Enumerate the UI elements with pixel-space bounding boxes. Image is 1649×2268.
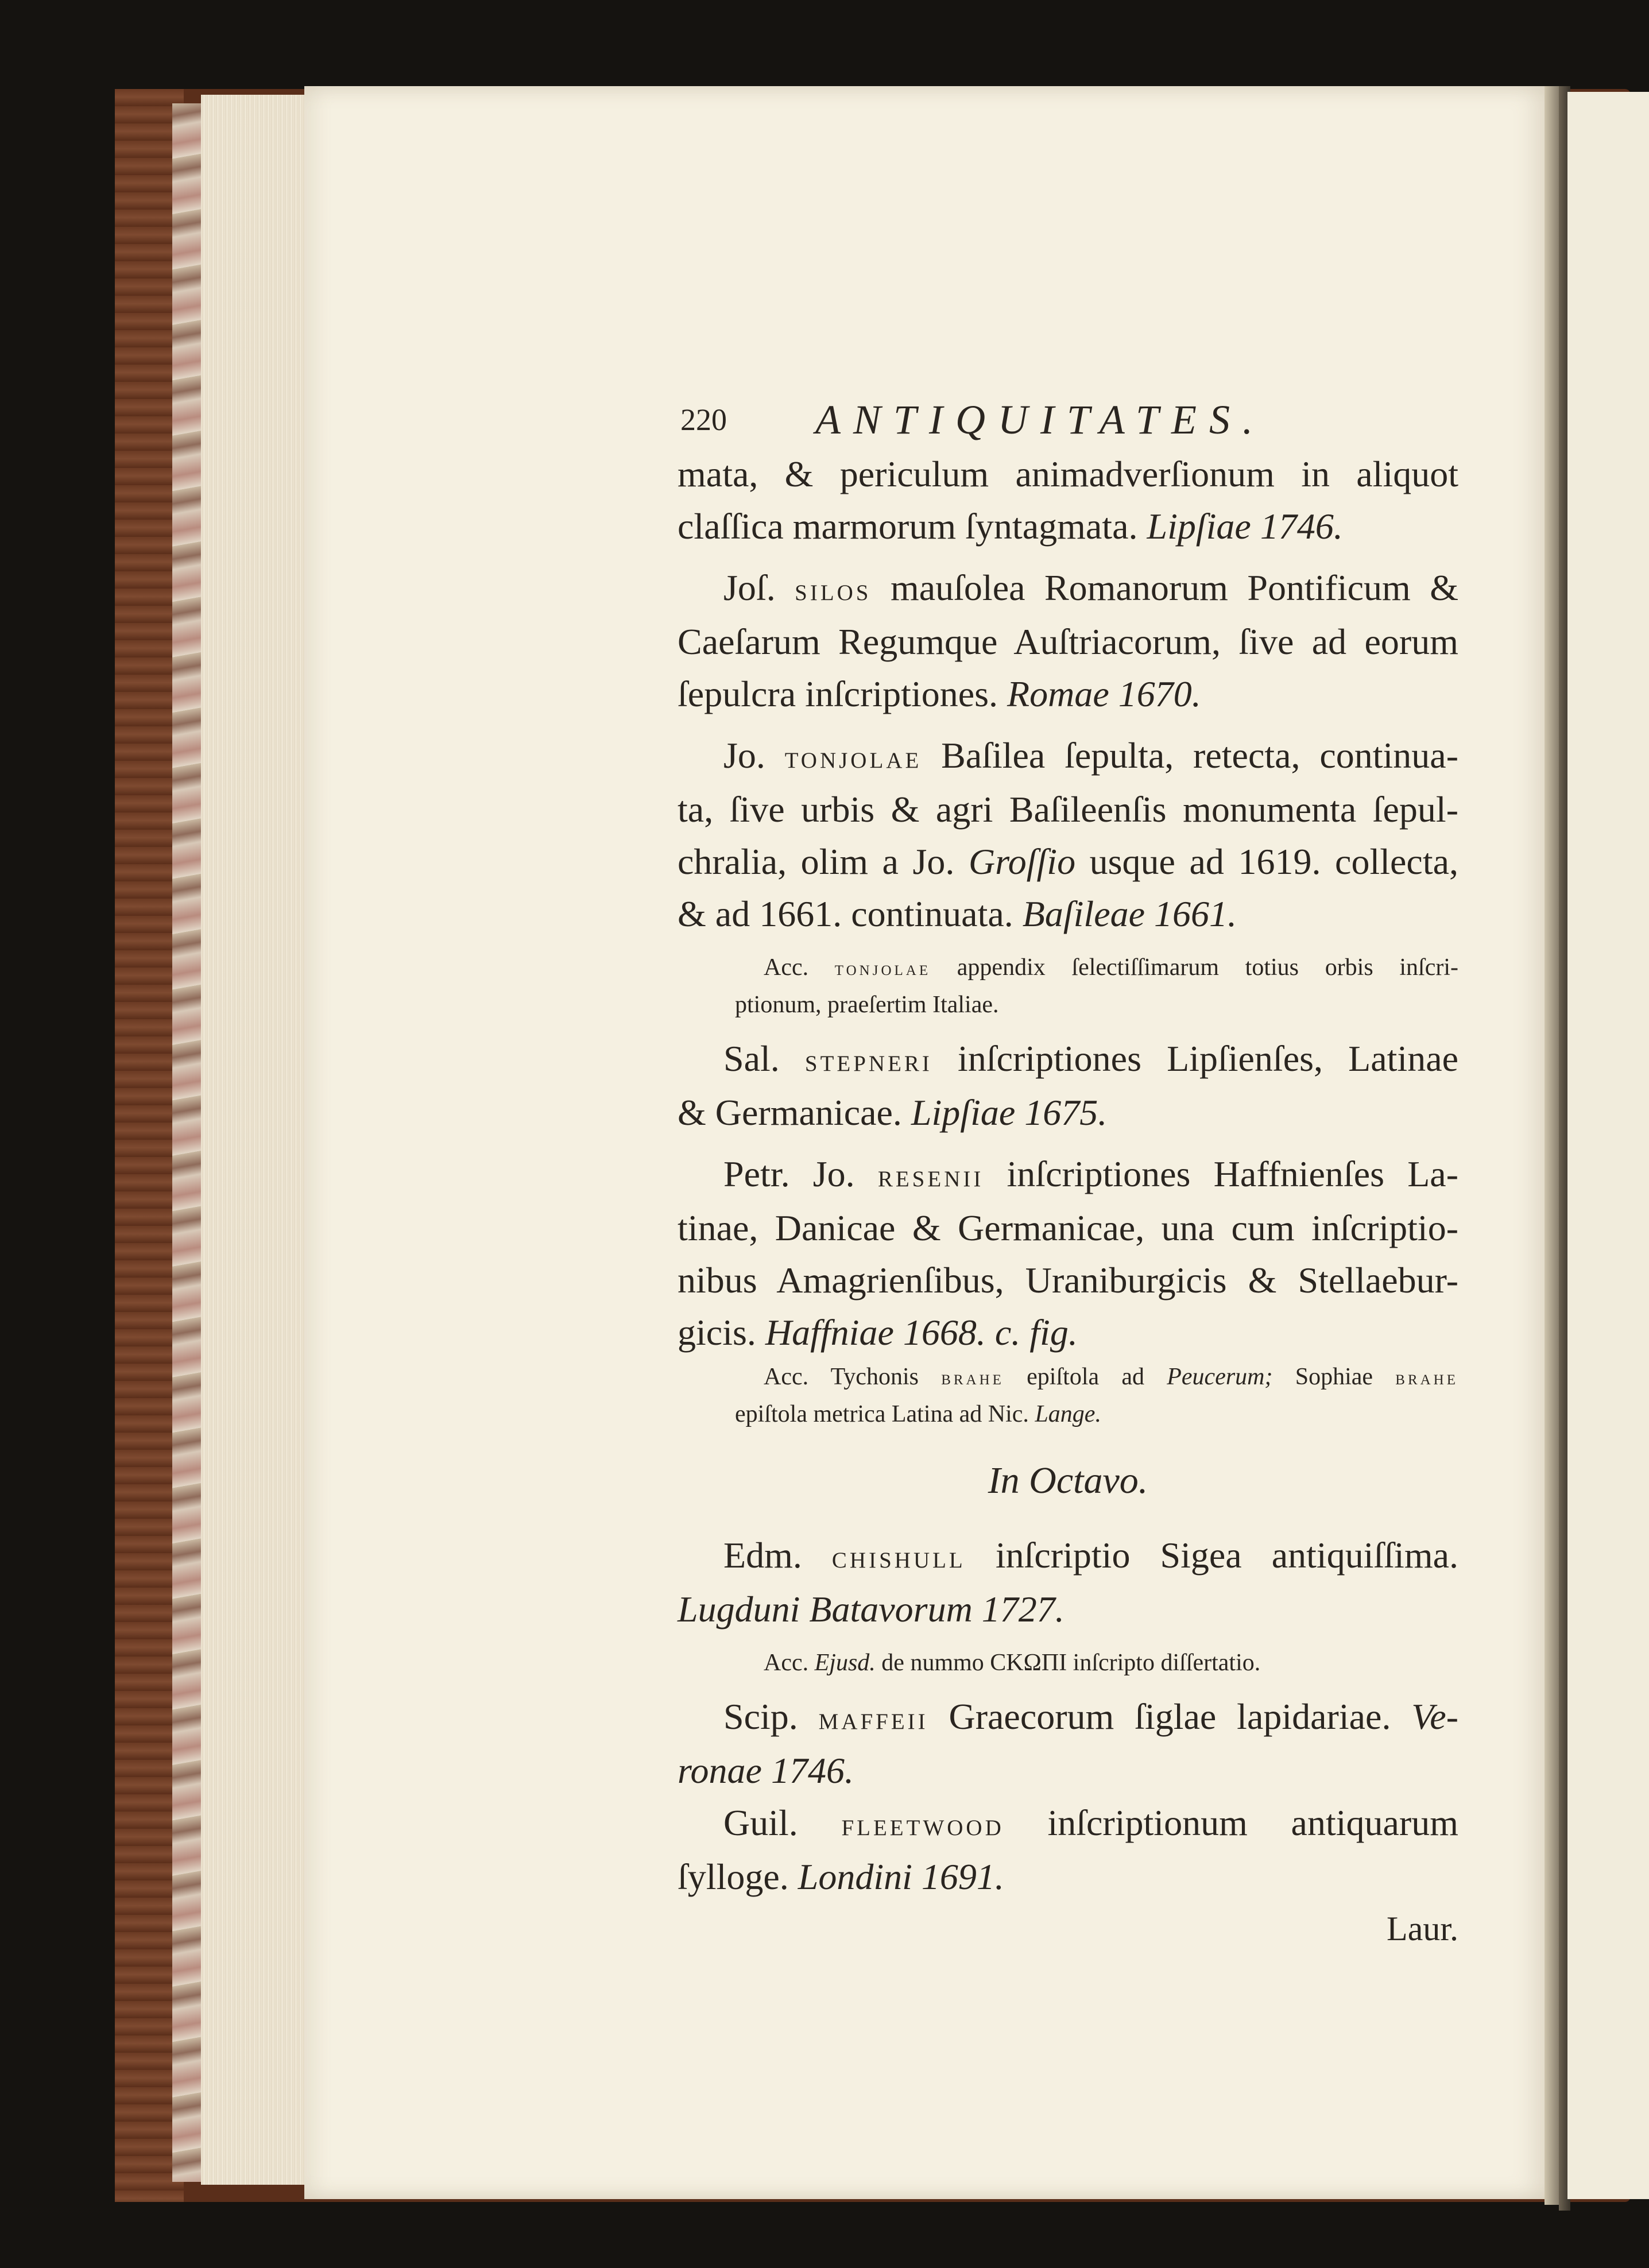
entry-tonjolae: Jo. tonjolae Baſilea ſepulta, retecta, continua- <box>723 735 1459 776</box>
section-heading: In Octavo. <box>988 1460 1148 1501</box>
text-line: mata, & periculum animadverſionum in aliquot <box>678 454 1458 494</box>
entry-fleetwood: Guil. fleetwood inſcriptionum antiquarum <box>723 1802 1459 1843</box>
page-edges <box>201 95 304 2185</box>
text-line: Lugduni Batavorum 1727. <box>678 1589 1065 1630</box>
page-number: 220 <box>680 402 727 437</box>
text-line: gicis. Haffniae 1668. c. fig. <box>678 1312 1078 1353</box>
catchword: Laur. <box>1387 1910 1458 1948</box>
text-line: claſſica marmorum ſyntagmata. Lipſiae 1746. <box>678 506 1343 547</box>
text-line: ſepulcra inſcriptiones. Romae 1670. <box>678 674 1201 714</box>
page-header <box>678 396 1458 448</box>
text-line: ta, ſive urbis & agri Baſileenſis monumenta ſepul- <box>678 789 1458 830</box>
text-line: chralia, olim a Jo. Groſſio usque ad 1619. collecta, <box>678 841 1458 882</box>
entry-silos: Joſ. silos mauſolea Romanorum Pontificum & <box>723 567 1459 608</box>
text-line: & Germanicae. Lipſiae 1675. <box>678 1092 1108 1133</box>
note-line: epiſtola metrica Latina ad Nic. Lange. <box>735 1401 1101 1427</box>
right-page <box>1567 92 1649 2199</box>
note-chishull: Acc. Ejusd. de nummo CΚΩΠΙ inſcripto diſſertatio. <box>764 1650 1261 1676</box>
text-line: ronae 1746. <box>678 1750 854 1791</box>
text-line: Caeſarum Regumque Auſtriacorum, ſive ad eorum <box>678 621 1458 662</box>
running-title: ANTIQUITATES. <box>815 397 1266 443</box>
note-line: ptionum, praeſertim Italiae. <box>735 992 999 1018</box>
note-resenii: Acc. Tychonis brahe epiſtola ad Peucerum; Sophiae brahe <box>764 1364 1459 1390</box>
text-line: nibus Amagrienſibus, Uraniburgicis & Stellaebur- <box>678 1260 1458 1301</box>
entry-resenii: Petr. Jo. resenii inſcriptiones Haffnienſes La- <box>723 1154 1459 1194</box>
text-block <box>678 396 1458 1954</box>
entry-stepneri: Sal. stepneri inſcriptiones Lipſienſes, Latinae <box>723 1038 1459 1079</box>
note-tonjolae: Acc. tonjolae appendix ſelectiſſimarum totius orbis inſcri- <box>764 954 1458 981</box>
text-line: ſylloge. Londini 1691. <box>678 1856 1004 1897</box>
text-line: tinae, Danicae & Germanicae, una cum inſcriptio- <box>678 1207 1458 1248</box>
entry-chishull: Edm. chishull inſcriptio Sigea antiquiſſima. <box>723 1535 1458 1576</box>
text-line: & ad 1661. continuata. Baſileae 1661. <box>678 893 1237 934</box>
entry-maffeii: Scip. maffeii Graecorum ſiglae lapidariae. Ve- <box>723 1696 1459 1737</box>
